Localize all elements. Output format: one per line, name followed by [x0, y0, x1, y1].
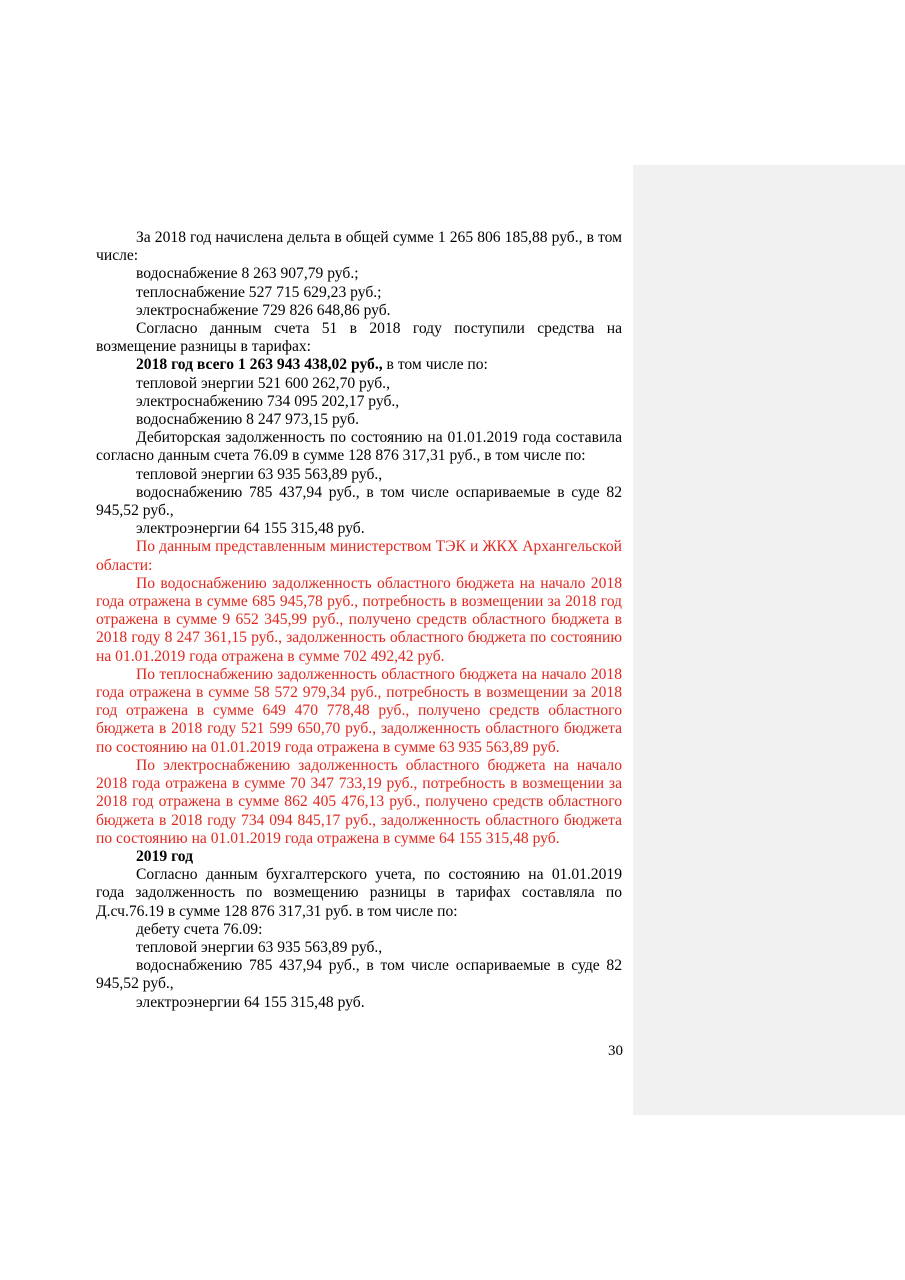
paragraph: Согласно данным счета 51 в 2018 году поступили средства на возмещение разницы в тарифах: [96, 320, 622, 356]
paragraph: водоснабжению 8 247 973,15 руб. [136, 411, 359, 429]
paragraph: водоснабжению 785 437,94 руб., в том числе оспариваемые в суде 82 945,52 руб., [96, 483, 622, 520]
paragraph: Согласно данным бухгалтерского учета, по состоянию на 01.01.2019 года задолженность по возмещению разницы в тарифах составляла по Д.сч.76.19 в сумме 128 876 317,31 руб. в том числе по: [96, 866, 622, 920]
page-text [96, 229, 622, 1012]
paragraph: дебету счета 76.09: [136, 920, 263, 938]
page-number: 30 [608, 1043, 623, 1059]
paragraph: тепловой энергии 63 935 563,89 руб., [136, 938, 383, 956]
total-2018: 2018 год всего 1 263 943 438,02 руб., [136, 356, 383, 374]
paragraph: теплоснабжение 527 715 629,23 руб.; [136, 283, 382, 301]
paragraph: тепловой энергии 521 600 262,70 руб., [136, 374, 390, 392]
total-2018-rest: в том числе по: [382, 356, 488, 374]
paragraph: электроснабжению 734 095 202,17 руб., [136, 392, 400, 410]
paragraph: электроэнергии 64 155 315,48 руб. [136, 993, 365, 1011]
paragraph-red: По водоснабжению задолженность областного бюджета на начало 2018 года отражена в сумме 685 945,78 руб., потребность в возмещении за 2018 год отражена в сумме 9 652 345,99 руб., получено средств областного бюджета в 2018 году 8 247 361,15 руб., задолженность областного бюджета по состоянию на 01.01.2019 года отражена в сумме 702 492,42 руб. [96, 574, 622, 665]
paragraph: электроснабжение 729 826 648,86 руб. [136, 301, 391, 319]
section-heading [96, 848, 622, 866]
paragraph: тепловой энергии 63 935 563,89 руб., [136, 465, 383, 483]
paragraph [96, 356, 622, 374]
comment-pane [633, 165, 905, 1115]
paragraph-red: По электроснабжению задолженность областного бюджета на начало 2018 года отражена в сумме 70 347 733,19 руб., потребность в возмещении за 2018 год отражена в сумме 862 405 476,13 руб., получено средств областного бюджета в 2018 году 734 094 845,17 руб., задолженность областного бюджета по состоянию на 01.01.2019 года отражена в сумме 64 155 315,48 руб. [96, 756, 622, 847]
year-2019-heading: 2019 год [136, 847, 194, 865]
paragraph: За 2018 год начислена дельта в общей сумме 1 265 806 185,88 руб., в том числе: [96, 229, 622, 265]
paragraph-red: По данным представленным министерством ТЭК и ЖКХ Архангельской области: [96, 538, 622, 574]
paragraph: электроэнергии 64 155 315,48 руб. [136, 520, 365, 538]
paragraph: водоснабжению 785 437,94 руб., в том числе оспариваемые в суде 82 945,52 руб., [96, 957, 622, 993]
paragraph-red: По теплоснабжению задолженность областного бюджета на начало 2018 года отражена в сумме 58 572 979,34 руб., потребность в возмещении за 2018 год отражена в сумме 649 470 778,48 руб., получено средств областного бюджета в 2018 году 521 599 650,70 руб., задолженность областного бюджета по состоянию на 01.01.2019 года отражена в сумме 63 935 563,89 руб. [96, 665, 622, 756]
paragraph: водоснабжение 8 263 907,79 руб.; [136, 265, 359, 283]
paragraph: Дебиторская задолженность по состоянию на 01.01.2019 года составила согласно данным счета 76.09 в сумме 128 876 317,31 руб., в том числе по: [96, 429, 622, 465]
